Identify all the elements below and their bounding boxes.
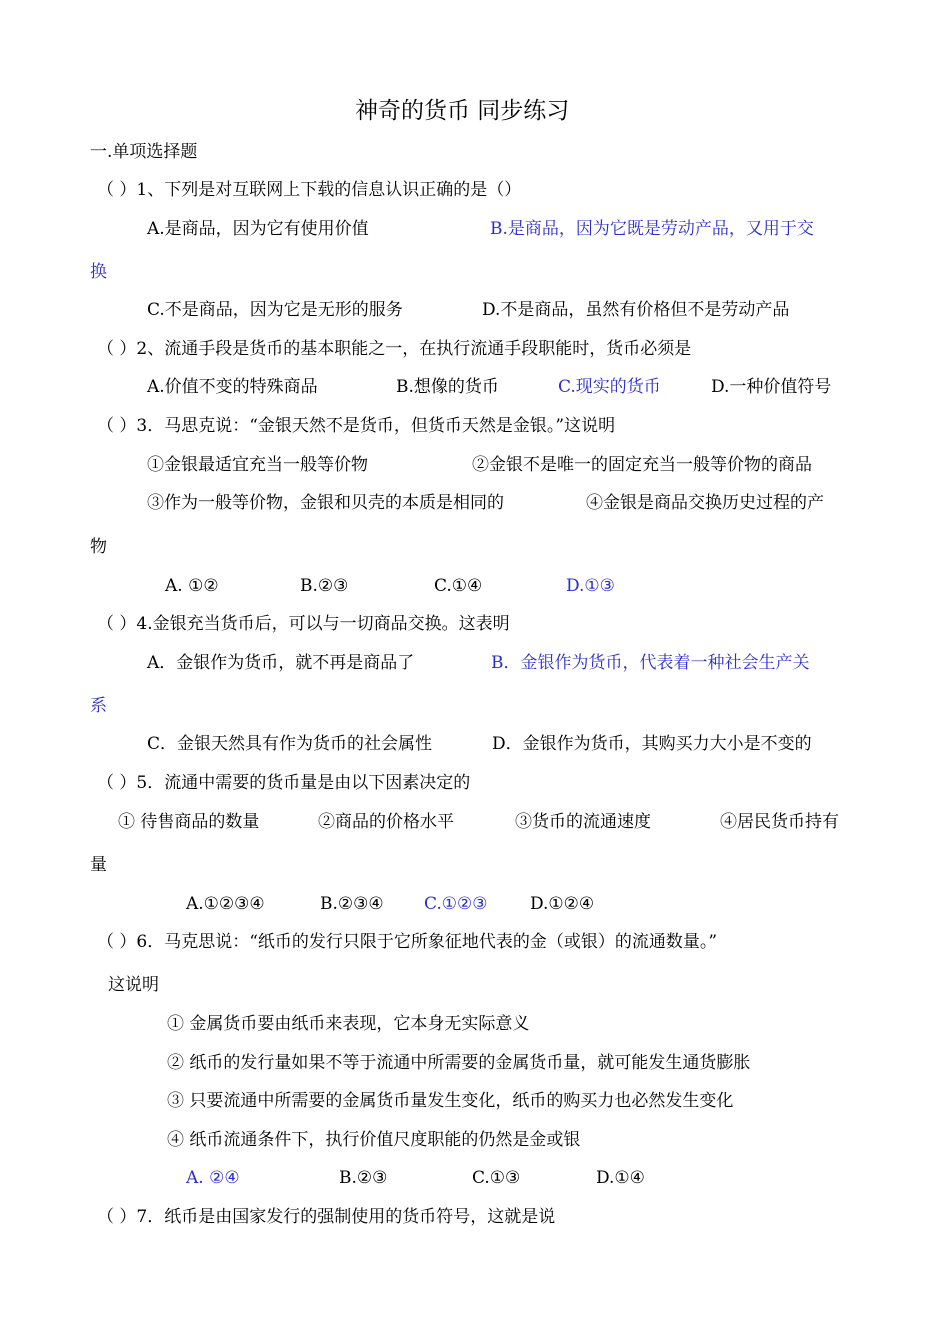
question-1-option-d: D.不是商品，虽然有价格但不是劳动产品: [482, 300, 790, 320]
question-5-option-d: D.①②④: [530, 894, 595, 914]
question-1-stem: （ ）1、下列是对互联网上下载的信息认识正确的是（）: [97, 180, 522, 200]
question-5-factor-3: ③货币的流通速度: [515, 812, 651, 832]
question-6-option-b: B.②③: [339, 1168, 388, 1188]
question-2-option-d: D.一种价值符号: [711, 377, 832, 397]
question-3-option-b: B.②③: [300, 576, 349, 596]
question-3-statement-2: ②金银不是唯一的固定充当一般等价物的商品: [472, 455, 812, 475]
question-2-option-c: C.现实的货币: [558, 377, 661, 397]
question-4-option-a: A．金银作为货币，就不再是商品了: [147, 653, 415, 673]
question-4-option-d: D．金银作为货币，其购买力大小是不变的: [492, 734, 812, 754]
section-heading: 一.单项选择题: [90, 142, 198, 162]
page-title: 神奇的货币 同步练习: [355, 98, 570, 124]
question-3-statement-4-continued: 物: [90, 537, 107, 557]
question-6-statement-1: ① 金属货币要由纸币来表现，它本身无实际意义: [167, 1014, 530, 1034]
question-6-option-a: A. ②④: [186, 1168, 240, 1188]
question-1-option-b-continued: 换: [90, 262, 107, 282]
question-5-factor-4: ④居民货币持有: [720, 812, 839, 832]
question-5-option-b: B.②③④: [320, 894, 384, 914]
question-4-option-b: B．金银作为货币，代表着一种社会生产关: [491, 653, 810, 673]
question-4-stem: （ ）4.金银充当货币后，可以与一切商品交换。这表明: [97, 614, 510, 634]
question-6-option-d: D.①④: [596, 1168, 645, 1188]
question-6-statement-4: ④ 纸币流通条件下，执行价值尺度职能的仍然是金或银: [167, 1130, 581, 1150]
question-5-factor-4-continued: 量: [90, 855, 107, 875]
question-4-option-c: C．金银天然具有作为货币的社会属性: [147, 734, 433, 754]
question-3-stem: （ ）3．马思克说：“金银天然不是货币，但货币天然是金银。”这说明: [97, 416, 616, 436]
question-2-stem: （ ）2、流通手段是货币的基本职能之一，在执行流通手段职能时，货币必须是: [97, 339, 692, 359]
question-6-statement-2: ② 纸币的发行量如果不等于流通中所需要的金属货币量，就可能发生通货膨胀: [167, 1053, 751, 1073]
question-2-option-b: B.想像的货币: [396, 377, 499, 397]
question-1-option-c: C.不是商品，因为它是无形的服务: [147, 300, 403, 320]
question-2-option-a: A.价值不变的特殊商品: [147, 377, 318, 397]
question-5-stem: （ ）5．流通中需要的货币量是由以下因素决定的: [97, 773, 471, 793]
question-5-factor-1: ① 待售商品的数量: [118, 812, 260, 832]
question-5-option-a: A.①②③④: [186, 894, 265, 914]
question-1-option-b: B.是商品，因为它既是劳动产品，又用于交: [490, 219, 814, 239]
question-3-option-c: C.①④: [434, 576, 483, 596]
question-3-statement-1: ①金银最适宜充当一般等价物: [147, 455, 368, 475]
question-3-statement-4: ④金银是商品交换历史过程的产: [586, 493, 824, 513]
question-3-statement-3: ③作为一般等价物，金银和贝壳的本质是相同的: [147, 493, 504, 513]
question-5-option-c: C.①②③: [424, 894, 488, 914]
question-1-option-a: A.是商品，因为它有使用价值: [147, 219, 369, 239]
question-5-factor-2: ②商品的价格水平: [318, 812, 454, 832]
question-3-option-d: D.①③: [566, 576, 615, 596]
question-6-option-c: C.①③: [472, 1168, 521, 1188]
question-6-stem: （ ）6．马克思说：“纸币的发行只限于它所象征地代表的金（或银）的流通数量。”: [97, 932, 718, 952]
question-4-option-b-continued: 系: [90, 696, 107, 716]
question-6-stem-continued: 这说明: [108, 975, 159, 995]
question-7-stem: （ ）7．纸币是由国家发行的强制使用的货币符号，这就是说: [97, 1207, 556, 1227]
question-6-statement-3: ③ 只要流通中所需要的金属货币量发生变化，纸币的购买力也必然发生变化: [167, 1091, 734, 1111]
question-3-option-a: A. ①②: [165, 576, 219, 596]
